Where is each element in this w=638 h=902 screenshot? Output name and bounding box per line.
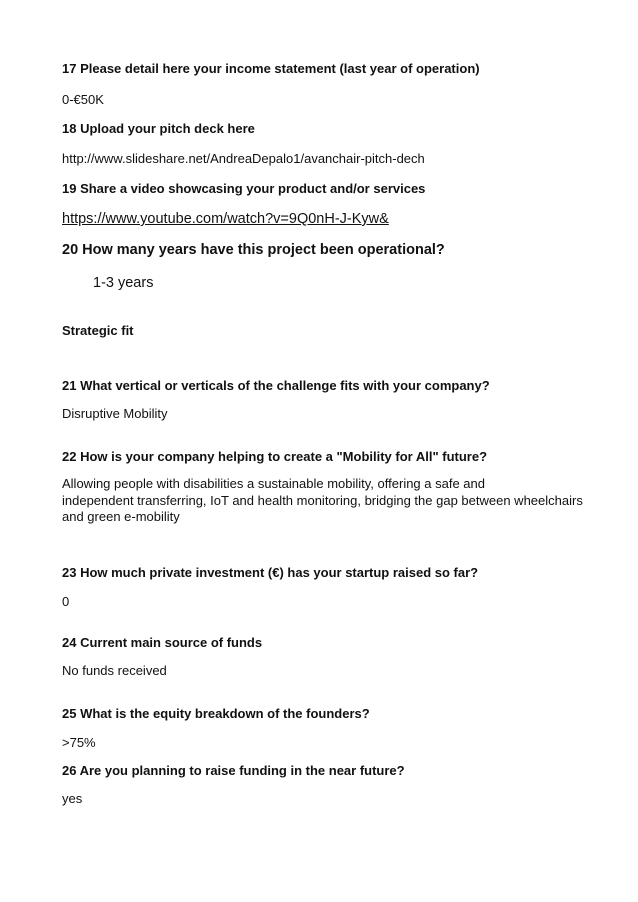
answer-22-line: independent transferring, IoT and health monitoring, bridging the gap between wheelchairs: [62, 492, 583, 508]
answer-23: 0: [62, 594, 70, 609]
answer-24: No funds received: [62, 663, 167, 678]
question-20: 20 How many years have this project been operational?: [62, 242, 445, 258]
question-25: 25 What is the equity breakdown of the founders?: [62, 706, 370, 721]
question-19: 19 Share a video showcasing your product and/or services: [62, 181, 426, 196]
answer-25: >75%: [62, 735, 96, 750]
answer-22-line: Allowing people with disabilities a sustainable mobility, offering a safe and: [62, 476, 485, 491]
answer-19-link[interactable]: https://www.youtube.com/watch?v=9Q0nH-J-Kyw&: [62, 211, 389, 227]
answer-22: [62, 476, 592, 526]
section-heading: Strategic fit: [62, 323, 134, 338]
answer-17: 0-€50K: [62, 92, 104, 107]
answer-21: Disruptive Mobility: [62, 406, 168, 421]
question-18: 18 Upload your pitch deck here: [62, 121, 255, 136]
answer-20: 1-3 years: [93, 275, 154, 291]
answer-22-line: and green e-mobility: [62, 509, 180, 524]
question-23: 23 How much private investment (€) has your startup raised so far?: [62, 565, 479, 580]
question-17: 17 Please detail here your income statement (last year of operation): [62, 61, 480, 76]
answer-18-link[interactable]: http://www.slideshare.net/AndreaDepalo1/avanchair-pitch-dech: [62, 151, 425, 166]
question-22: 22 How is your company helping to create a "Mobility for All" future?: [62, 449, 488, 464]
question-21: 21 What vertical or verticals of the challenge fits with your company?: [62, 378, 490, 393]
answer-26: yes: [62, 791, 83, 806]
question-24: 24 Current main source of funds: [62, 635, 263, 650]
question-26: 26 Are you planning to raise funding in the near future?: [62, 763, 405, 778]
